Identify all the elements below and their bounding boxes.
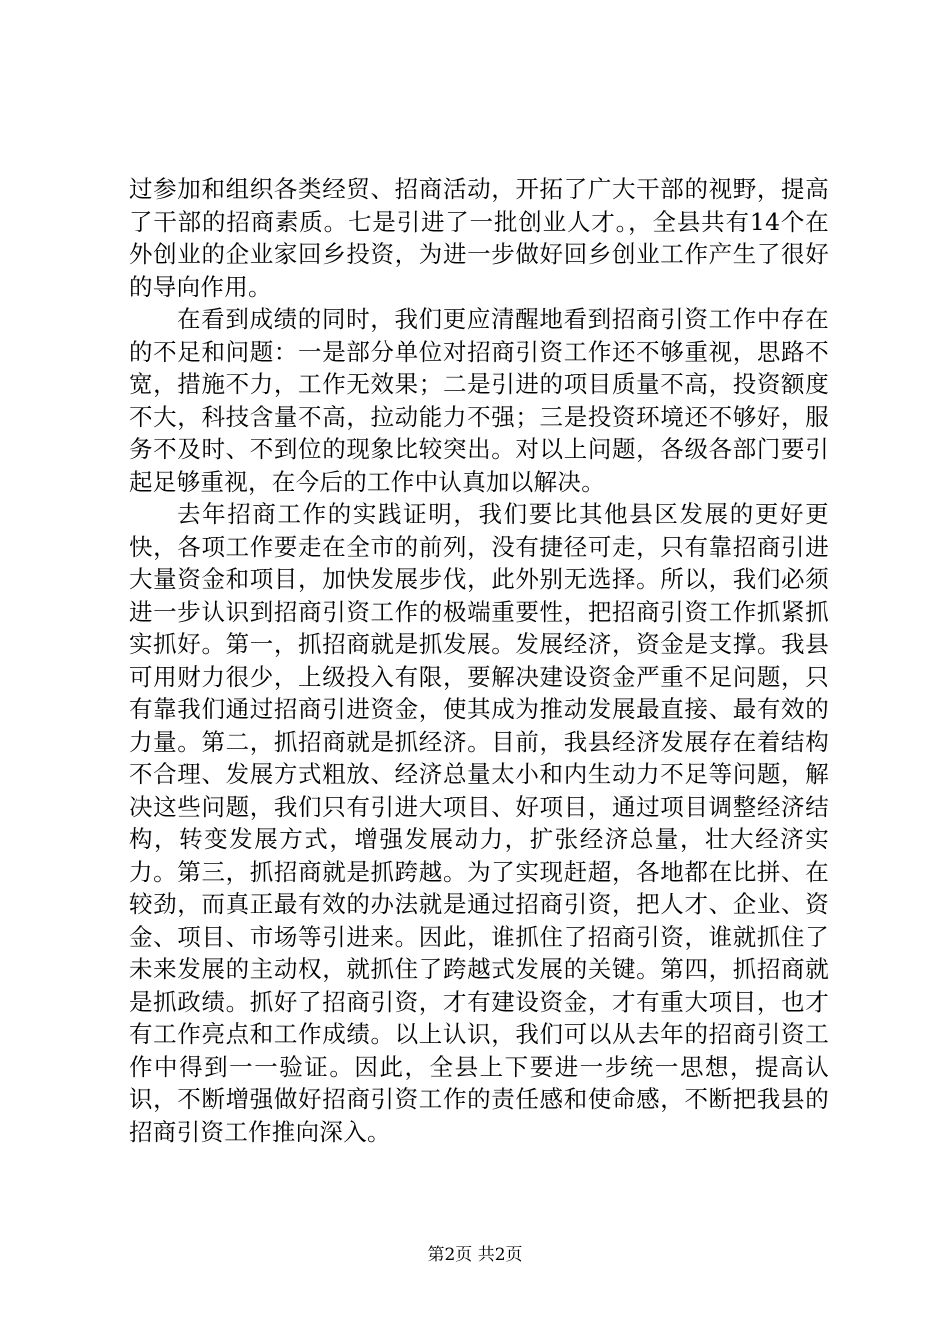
paragraph-2: 在看到成绩的同时，我们更应清醒地看到招商引资工作中存在的不足和问题：一是部分单位对招商引资工作还不够重视，思路不宽，措施不力，工作无效果；二是引进的项目质量不高，投资额度不大，科技含量不高，拉动能力不强；三是投资环境还不够好，服务不及时、不到位的现象比较突出。对以上问题，各级各部门要引起足够重视，在今后的工作中认真加以解决。 <box>129 305 829 496</box>
paragraph-1: 过参加和组织各类经贸、招商活动，开拓了广大干部的视野，提高了干部的招商素质。七是引进了一批创业人才。，全县共有14个在外创业的企业家回乡投资，为进一步做好回乡创业工作产生了很好的导向作用。 <box>129 175 829 301</box>
page-footer: 第2页 共2页 <box>427 1245 523 1265</box>
paragraph-3: 去年招商工作的实践证明，我们要比其他县区发展的更好更快，各项工作要走在全市的前列，没有捷径可走，只有靠招商引进大量资金和项目，加快发展步伐，此外别无选择。所以，我们必须进一步认识到招商引资工作的极端重要性，把招商引资工作抓紧抓实抓好。第一，抓招商就是抓发展。发展经济，资金是支撑。我县可用财力很少，上级投入有限，要解决建设资金严重不足问题，只有靠我们通过招商引进资金，使其成为推动发展最直接、最有效的力量。第二，抓招商就是抓经济。目前，我县经济发展存在着结构不合理、发展方式粗放、经济总量太小和内生动力不足等问题，解决这些问题，我们只有引进大项目、好项目，通过项目调整经济结构，转变发展方式，增强发展动力，扩张经济总量，壮大经济实力。第三，抓招商就是抓跨越。为了实现赶超，各地都在比拼、在较劲，而真正最有效的办法就是通过招商引资，把人才、企业、资金、项目、市场等引进来。因此，谁抓住了招商引资，谁就抓住了未来发展的主动权，就抓住了跨越式发展的关键。第四，抓招商就是抓政绩。抓好了招商引资，才有建设资金，才有重大项目，也才有工作亮点和工作成绩。以上认识，我们可以从去年的招商引资工作中得到一一验证。因此，全县上下要进一步统一思想，提高认识，不断增强做好招商引资工作的责任感和使命感，不断把我县的招商引资工作推向深入。 <box>129 500 829 1146</box>
document-body <box>129 173 829 1148</box>
